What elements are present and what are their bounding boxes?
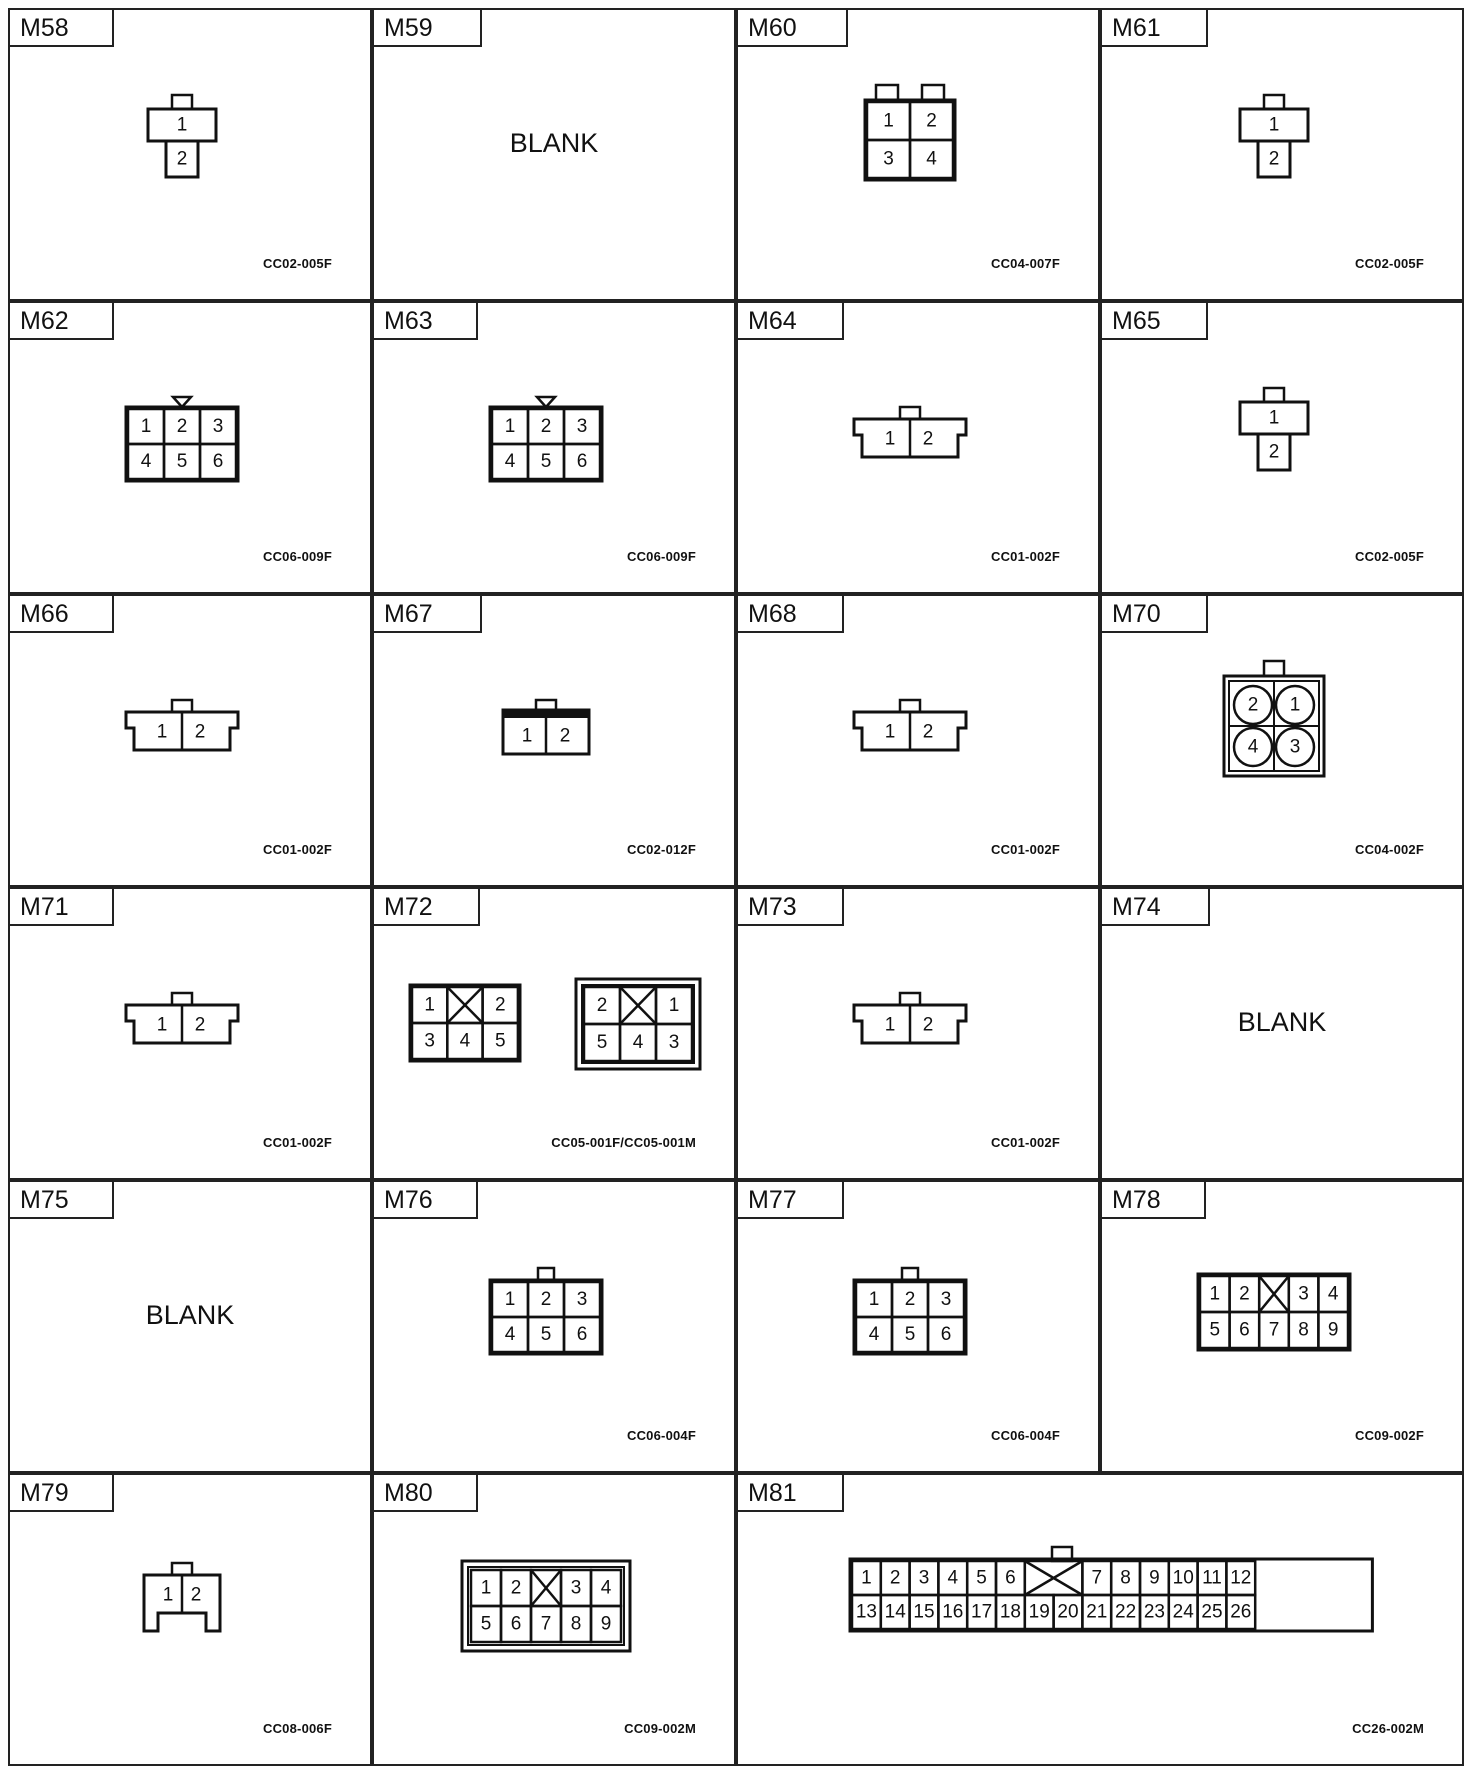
connector-diagram [10,10,374,303]
connector-diagram [374,889,738,1182]
pin-label: 3 [576,416,588,437]
pin-label: 5 [976,1567,987,1589]
pin-label: 2 [922,428,934,450]
pin-label: 2 [596,995,608,1016]
pin-label: 2 [176,416,188,437]
pin-label: 26 [1230,1601,1252,1623]
connector-part-code: CC02-005F [1355,549,1424,564]
pin-label: 9 [1149,1567,1160,1589]
pin-label: 1 [162,1584,174,1606]
pin-label: 3 [918,1567,930,1589]
connector-part-code: CC02-005F [263,256,332,271]
connector-diagram [1102,10,1466,303]
pin-label: 7 [540,1613,552,1635]
connector-diagram [1102,596,1466,889]
connector-cell-m71 [8,887,372,1180]
pin-label: 25 [1201,1601,1223,1623]
pin-label: 5 [540,451,552,472]
pin-label: 4 [632,1032,644,1053]
pin-label: 9 [1327,1319,1339,1341]
connector-diagram [10,596,374,889]
connector-id: M59 [374,10,482,47]
connector-part-code: CC09-002M [624,1721,696,1736]
pin-label: 1 [1268,407,1280,429]
connector-id: M81 [738,1475,844,1512]
pin-label: 5 [596,1032,608,1053]
pin-label: 2 [889,1567,901,1589]
pin-label: 2 [540,416,552,437]
pin-label: 16 [942,1601,964,1623]
connector-cell-m79 [8,1473,372,1766]
connector-id: M60 [738,10,848,47]
connector-diagram [738,1182,1102,1475]
pin-label: 4 [1327,1283,1339,1305]
connector-cell-m76 [372,1180,736,1473]
connector-cell-m59 [372,8,736,301]
connector-id: M63 [374,303,478,340]
pin-label: 5 [480,1613,492,1635]
connector-diagram [1102,1182,1466,1475]
pin-label: 15 [913,1601,935,1623]
pin-label: 4 [140,451,152,472]
connector-part-code: CC04-002F [1355,842,1424,857]
pin-label: 1 [1209,1283,1221,1305]
pin-label: 2 [494,994,506,1016]
connector-diagram [738,596,1102,889]
connector-id: M76 [374,1182,478,1219]
pin-label: 3 [424,1030,435,1052]
pin-label: 10 [1172,1567,1194,1589]
pin-label: 2 [176,148,188,170]
pin-label: 3 [1298,1283,1309,1305]
connector-id: M67 [374,596,482,633]
pin-label: 1 [156,1014,168,1036]
pin-label: 3 [940,1289,952,1310]
connector-id: M66 [10,596,114,633]
connector-grid [8,8,1464,1770]
connector-latch [538,1268,554,1280]
connector-id: M73 [738,889,844,926]
connector-id: M68 [738,596,844,633]
connector-diagram [10,889,374,1182]
pin-label: 2 [922,721,934,743]
pin-label: 1 [1289,694,1301,716]
connector-latch [922,85,944,100]
connector-diagram [374,1182,738,1475]
pin-label: 9 [600,1613,612,1635]
pin-label: 1 [868,1289,880,1310]
connector-part-code: CC04-007F [991,256,1060,271]
pin-label: 4 [947,1567,959,1589]
connector-diagram [374,1475,738,1768]
pin-label: 1 [884,721,896,743]
pin-label: 5 [176,451,188,472]
pin-label: 3 [576,1289,588,1310]
connector-id: M79 [10,1475,114,1512]
connector-id: M58 [10,10,114,47]
pin-label: 1 [883,110,894,132]
connector-diagram [10,1475,374,1768]
connector-cell-m70 [1100,594,1464,887]
pin-label: 4 [868,1324,880,1345]
pin-label: 6 [1239,1319,1250,1341]
connector-cell-m67 [372,594,736,887]
pin-label: 17 [971,1601,993,1623]
pin-label: 2 [559,725,571,747]
pin-label: 1 [521,725,533,747]
connector-part-code: CC26-002M [1352,1721,1424,1736]
pin-label: 6 [212,451,224,472]
pin-label: 2 [1268,148,1280,170]
connector-id: M80 [374,1475,478,1512]
connector-id: M72 [374,889,480,926]
connector-latch [172,1563,192,1575]
connector-id: M77 [738,1182,844,1219]
pin-label: 2 [190,1584,202,1606]
connector-diagram [374,596,738,889]
pin-label: 3 [668,1032,680,1053]
pin-label: 6 [510,1613,522,1635]
pin-label: 1 [1268,114,1280,136]
pin-label: 2 [922,1014,934,1036]
connector-id: M78 [1102,1182,1206,1219]
pin-label: 4 [600,1577,612,1599]
connector-part-code: CC06-009F [627,549,696,564]
connector-latch [900,700,920,712]
connector-part-code: CC06-009F [263,549,332,564]
pin-label: 8 [1298,1319,1309,1341]
pin-label: 2 [194,1014,206,1036]
connector-cell-m72 [372,887,736,1180]
pin-label: 1 [504,1289,516,1310]
blank-text: BLANK [145,1300,235,1330]
connector-id: M70 [1102,596,1208,633]
pin-label: 2 [510,1577,522,1599]
pin-label: 2 [194,721,206,743]
pin-label: 8 [570,1613,582,1635]
connector-cell-m81 [736,1473,1464,1766]
connector-id: M75 [10,1182,114,1219]
pin-label: 14 [884,1601,906,1623]
connector-part-code: CC09-002F [1355,1428,1424,1443]
pin-label: 3 [212,416,224,437]
pin-label: 8 [1120,1567,1131,1589]
connector-cell-m78 [1100,1180,1464,1473]
pin-label: 6 [1005,1567,1016,1589]
pin-label: 20 [1057,1601,1079,1623]
connector-latch [172,95,192,109]
connector-cell-m80 [372,1473,736,1766]
connector-diagram [738,303,1102,596]
connector-cell-m64 [736,301,1100,594]
connector-cell-m73 [736,887,1100,1180]
pin-label: 18 [999,1601,1021,1623]
connector-id: M71 [10,889,114,926]
connector-id: M64 [738,303,844,340]
connector-cell-m60 [736,8,1100,301]
pin-label: 1 [668,995,680,1016]
pin-label: 21 [1086,1601,1108,1623]
connector-cell-m74 [1100,887,1464,1180]
connector-latch [1264,388,1284,402]
connector-id: M65 [1102,303,1208,340]
pin-label: 4 [1247,736,1259,758]
connector-id: M74 [1102,889,1210,926]
connector-part-code: CC01-002F [991,842,1060,857]
pin-label: 3 [883,148,894,170]
connector-part-code: CC01-002F [263,842,332,857]
pin-label: 2 [1247,694,1259,716]
connector-cell-m75 [8,1180,372,1473]
pin-label: 6 [576,451,588,472]
pin-label: 4 [504,451,516,472]
pin-label: 22 [1115,1601,1137,1623]
pin-label: 1 [156,721,168,743]
pin-label: 5 [904,1324,916,1345]
connector-latch [172,700,192,712]
connector-part-code: CC06-004F [627,1428,696,1443]
pin-label: 2 [904,1289,916,1310]
pin-label: 1 [480,1577,492,1599]
connector-diagram [738,10,1102,303]
connector-id: M61 [1102,10,1208,47]
connector-diagram [374,303,738,596]
pin-label: 4 [926,148,937,170]
connector-latch [902,1268,918,1280]
connector-cell-m65 [1100,301,1464,594]
connector-part-code: CC02-012F [627,842,696,857]
connector-part-code: CC01-002F [991,549,1060,564]
pin-label: 1 [504,416,516,437]
connector-part-code: CC01-002F [991,1135,1060,1150]
connector-id: M62 [10,303,114,340]
pin-label: 4 [504,1324,516,1345]
pin-label: 24 [1172,1601,1194,1623]
pin-label: 1 [176,114,188,136]
connector-diagram [10,303,374,596]
pin-label: 11 [1202,1567,1222,1589]
connector-latch [876,85,898,100]
pin-label: 23 [1143,1601,1165,1623]
pin-label: 5 [494,1030,506,1052]
pin-label: 13 [855,1601,877,1623]
pin-label: 3 [1289,736,1301,758]
pin-label: 4 [459,1030,471,1052]
connector-diagram [1102,303,1466,596]
pin-label: 5 [1209,1319,1221,1341]
connector-cell-m68 [736,594,1100,887]
connector-part-code: CC05-001F/CC05-001M [551,1135,696,1150]
connector-part-code: CC08-006F [263,1721,332,1736]
connector-cell-m58 [8,8,372,301]
pin-label: 6 [940,1324,952,1345]
blank-text: BLANK [1237,1007,1327,1037]
pin-label: 5 [540,1324,552,1345]
connector-part-code: CC01-002F [263,1135,332,1150]
pin-label: 19 [1028,1601,1050,1623]
connector-latch [900,993,920,1005]
pin-label: 2 [540,1289,552,1310]
connector-cell-m63 [372,301,736,594]
pin-label: 12 [1230,1567,1252,1589]
connector-diagram [738,889,1102,1182]
connector-cell-m61 [1100,8,1464,301]
connector-cell-m77 [736,1180,1100,1473]
connector-diagram [738,1475,1466,1768]
pin-label: 3 [570,1577,582,1599]
pin-label: 1 [424,994,435,1016]
pin-label: 2 [926,110,937,132]
pin-label: 2 [1239,1283,1250,1305]
pin-label: 7 [1091,1567,1103,1589]
connector-part-code: CC02-005F [1355,256,1424,271]
connector-cell-m62 [8,301,372,594]
connector-latch [1264,95,1284,109]
pin-label: 2 [1268,441,1280,463]
connector-latch [900,407,920,419]
blank-text: BLANK [509,128,599,158]
connector-latch [172,993,192,1005]
pin-label: 6 [576,1324,588,1345]
connector-cell-m66 [8,594,372,887]
connector-bar [503,710,589,718]
pin-label: 7 [1268,1319,1280,1341]
pin-label: 1 [861,1567,872,1589]
connector-latch [1264,661,1284,676]
pin-label: 1 [140,416,152,437]
pin-label: 1 [884,428,896,450]
connector-part-code: CC06-004F [991,1428,1060,1443]
pin-label: 1 [884,1014,896,1036]
